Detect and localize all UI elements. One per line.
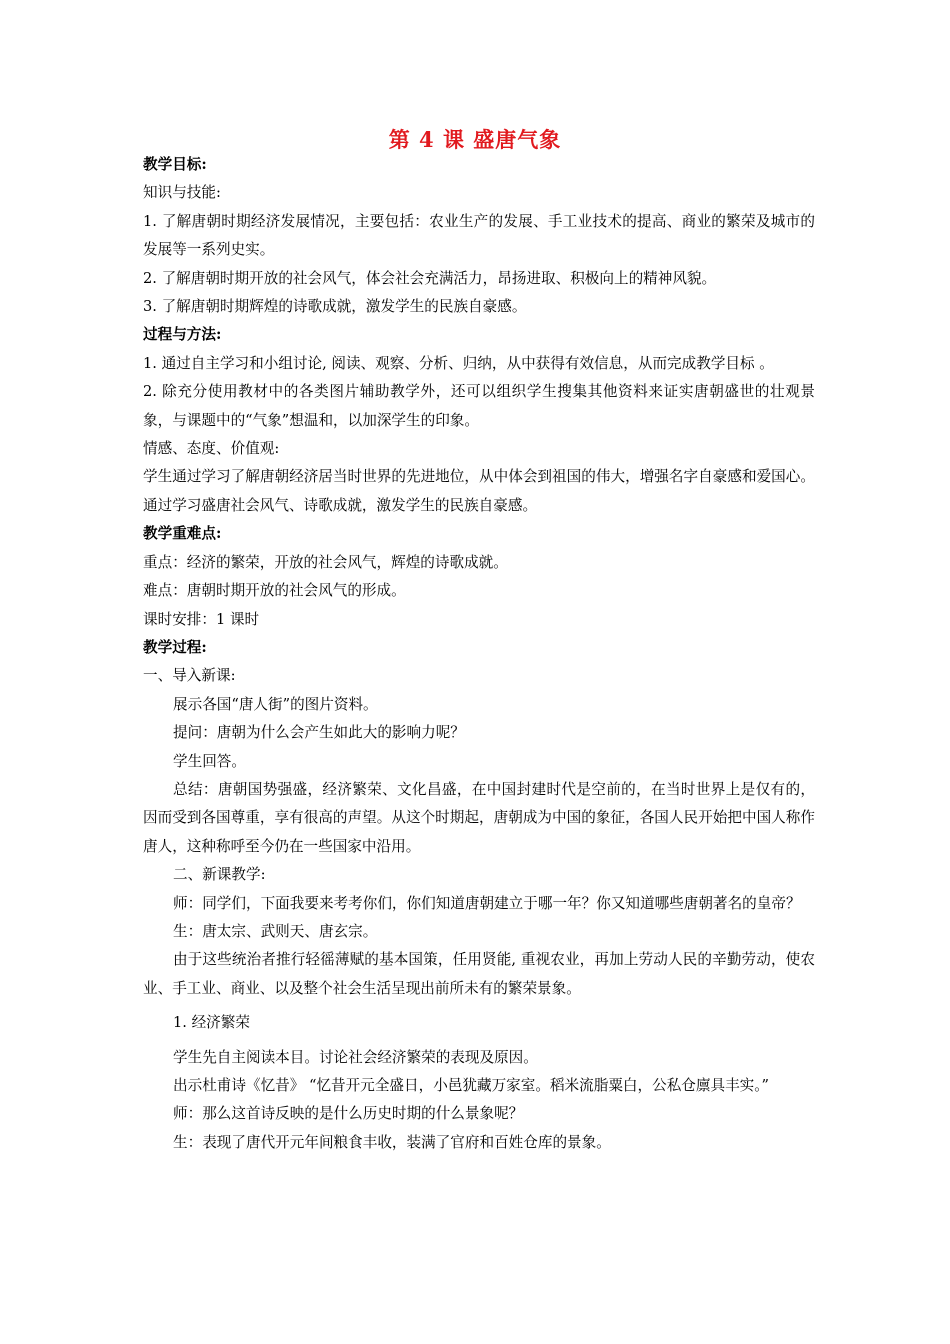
- lesson-title: 第 4 课 盛唐气象: [388, 127, 562, 152]
- subheading-knowledge-skills: 知识与技能:: [143, 184, 221, 202]
- objective-3: 3. 了解唐朝时期辉煌的诗歌成就，激发学生的民族自豪感。: [143, 298, 527, 316]
- section-heading-teaching-process: 教学过程:: [143, 638, 207, 656]
- intro-line-1: 展示各国“唐人街”的图片资料。: [173, 695, 378, 713]
- subheading-new-lesson: 二、新课教学:: [173, 866, 266, 884]
- subheading-emotion-values: 情感、态度、价值观:: [143, 440, 280, 458]
- poem-quote: 出示杜甫诗《忆昔》 “忆昔开元全盛日，小邑犹藏万家室。稻米流脂粟白，公私仓廪具丰实。”: [173, 1077, 770, 1094]
- intro-line-2: 提问：唐朝为什么会产生如此大的影响力呢？: [173, 724, 465, 742]
- emotion-paragraph: 学生通过学习了解唐朝经济居当时世界的先进地位，从中体会到祖国的伟大，增强名字自豪感和爱国心。通过学习盛唐社会风气、诗歌成就，激发学生的民族自豪感。: [143, 468, 815, 514]
- intro-summary: 总结：唐朝国势强盛，经济繁荣、文化昌盛，在中国封建时代是空前的，在当时世界上是仅有的，因而受到各国尊重，享有很高的声望。从这个时期起，唐朝成为中国的象征，各国人民开始把中国人称作唐人，这种称呼至今仍在一些国家中沿用。: [143, 780, 815, 855]
- difficult-point: 难点：唐朝时期开放的社会风气的形成。: [143, 582, 406, 600]
- method-2: 2. 除充分使用教材中的各类图片辅助教学外，还可以组织学生搜集其他资料来证实唐朝盛世的壮观景象，与课题中的“气象”想温和，以加深学生的印象。: [143, 383, 815, 429]
- dialogue-teacher-1: 师：同学们，下面我要来考考你们，你们知道唐朝建立于哪一年？你又知道哪些唐朝著名的皇帝？: [173, 894, 801, 912]
- section-heading-objectives: 教学目标:: [143, 156, 207, 173]
- class-hours: 课时安排：1 课时: [143, 610, 260, 628]
- subheading-economic-prosperity: 1. 经济繁荣: [173, 1014, 250, 1032]
- dialogue-student-2: 生：表现了唐代开元年间粮食丰收，装满了官府和百姓仓库的景象。: [173, 1133, 611, 1151]
- intro-line-3: 学生回答。: [173, 752, 246, 770]
- section-heading-key-points: 教学重难点:: [143, 525, 222, 543]
- key-point: 重点：经济的繁荣，开放的社会风气，辉煌的诗歌成就。: [143, 553, 508, 571]
- objective-2: 2. 了解唐朝时期开放的社会风气，体会社会充满活力，昂扬进取、积极向上的精神风貌。: [143, 269, 717, 287]
- dialogue-teacher-2: 师：那么这首诗反映的是什么历史时期的什么景象呢？: [173, 1105, 524, 1123]
- dialogue-student-1: 生：唐太宗、武则天、唐玄宗。: [173, 922, 378, 940]
- objective-1: 1. 了解唐朝时期经济发展情况，主要包括：农业生产的发展、手工业技术的提高、商业的繁荣及城市的发展等一系列史实。: [143, 212, 815, 259]
- lesson-content: [143, 151, 815, 1157]
- section-heading-process-methods: 过程与方法:: [143, 326, 222, 344]
- method-1: 1. 通过自主学习和小组讨论, 阅读、观察、分析、归纳，从中获得有效信息，从而完成教学目标 。: [143, 354, 774, 372]
- reading-instruction: 学生先自主阅读本目。讨论社会经济繁荣的表现及原因。: [173, 1048, 538, 1066]
- narrative-paragraph: 由于这些统治者推行轻徭薄赋的基本国策，任用贤能, 重视农业，再加上劳动人民的辛勤劳动，使农业、手工业、商业、以及整个社会生活呈现出前所未有的繁荣景象。: [143, 951, 815, 997]
- subheading-introduction: 一、导入新课:: [143, 667, 236, 685]
